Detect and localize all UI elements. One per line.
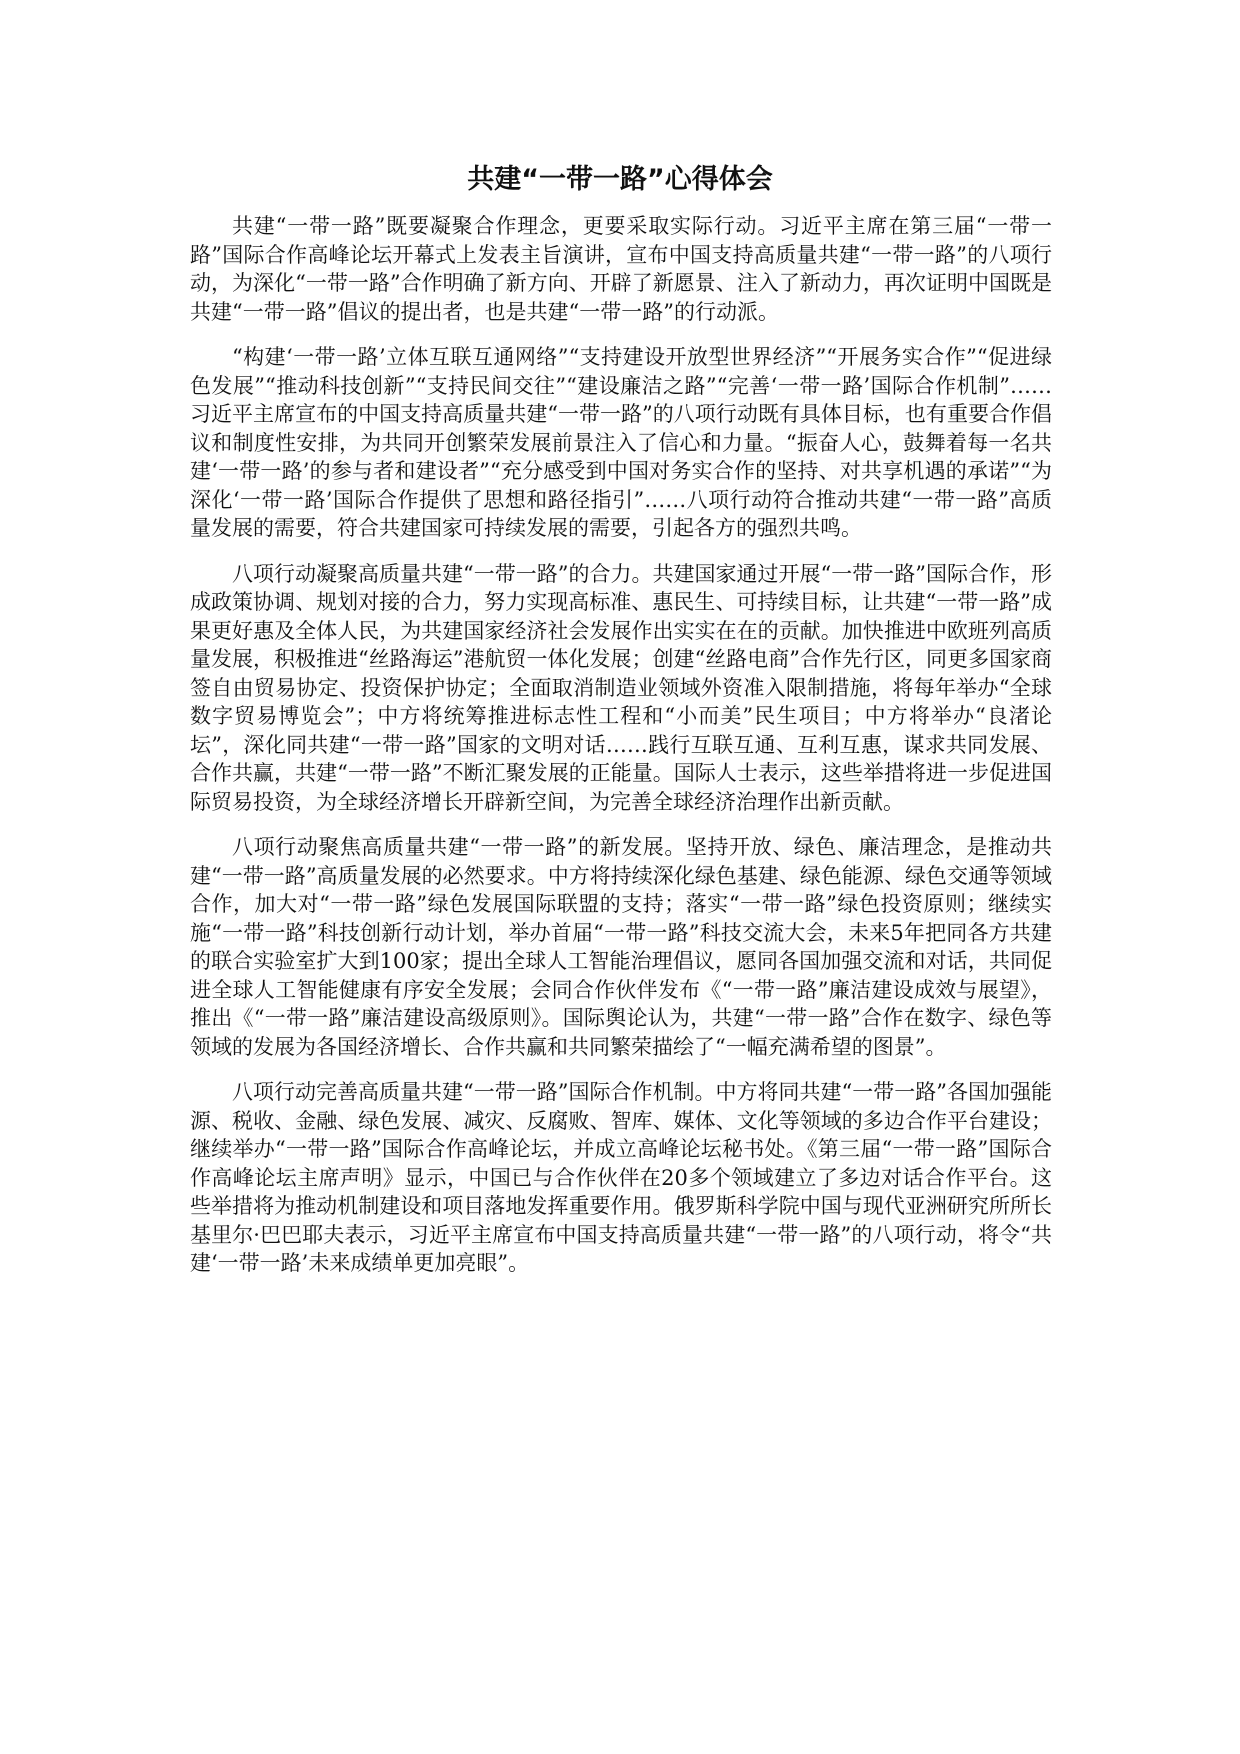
paragraph-1: 共建“一带一路”既要凝聚合作理念，更要采取实际行动。习近平主席在第三届“一带一路”国际合作高峰论坛开幕式上发表主旨演讲，宣布中国支持高质量共建“一带一路”的八项行动，为深化“一带一路”合作明确了新方向、开辟了新愿景、注入了新动力，再次证明中国既是共建“一带一路”倡议的提出者，也是共建“一带一路”的行动派。 bbox=[190, 214, 1052, 324]
paragraph-4: 八项行动聚焦高质量共建“一带一路”的新发展。坚持开放、绿色、廉洁理念，是推动共建“一带一路”高质量发展的必然要求。中方将持续深化绿色基建、绿色能源、绿色交通等领域合作，加大对“一带一路”绿色发展国际联盟的支持；落实“一带一路”绿色投资原则；继续实施“一带一路”科技创新行动计划，举办首届“一带一路”科技交流大会，未来5年把同各方共建的联合实验室扩大到100家；提出全球人工智能治理倡议，愿同各国加强交流和对话，共同促进全球人工智能健康有序安全发展；会同合作伙伴发布《“一带一路”廉洁建设成效与展望》，推出《“一带一路”廉洁建设高级原则》。国际舆论认为，共建“一带一路”合作在数字、绿色等领域的发展为各国经济增长、合作共赢和共同繁荣描绘了“一幅充满希望的图景”。 bbox=[190, 835, 1052, 1059]
paragraph-3: 八项行动凝聚高质量共建“一带一路”的合力。共建国家通过开展“一带一路”国际合作，形成政策协调、规划对接的合力，努力实现高标准、惠民生、可持续目标，让共建“一带一路”成果更好惠及全体人民，为共建国家经济社会发展作出实实在在的贡献。加快推进中欧班列高质量发展，积极推进“丝路海运”港航贸一体化发展；创建“丝路电商”合作先行区，同更多国家商签自由贸易协定、投资保护协定；全面取消制造业领域外资准入限制措施，将每年举办“全球数字贸易博览会”；中方将统筹推进标志性工程和“小而美”民生项目；中方将举办“良渚论坛”，深化同共建“一带一路”国家的文明对话……践行互联互通、互利互惠，谋求共同发展、合作共赢，共建“一带一路”不断汇聚发展的正能量。国际人士表示，这些举措将进一步促进国际贸易投资，为全球经济增长开辟新空间，为完善全球经济治理作出新贡献。 bbox=[190, 561, 1052, 814]
paragraph-5: 八项行动完善高质量共建“一带一路”国际合作机制。中方将同共建“一带一路”各国加强能源、税收、金融、绿色发展、减灾、反腐败、智库、媒体、文化等领域的多边合作平台建设；继续举办“一带一路”国际合作高峰论坛，并成立高峰论坛秘书处。《第三届“一带一路”国际合作高峰论坛主席声明》显示，中国已与合作伙伴在20多个领域建立了多边对话合作平台。这些举措将为推动机制建设和项目落地发挥重要作用。俄罗斯科学院中国与现代亚洲研究所所长基里尔·巴巴耶夫表示，习近平主席宣布中国支持高质量共建“一带一路”的八项行动，将令“共建‘一带一路’未来成绩单更加亮眼”。 bbox=[190, 1080, 1052, 1275]
document-title: 共建“一带一路”心得体会 bbox=[467, 164, 773, 195]
paragraph-2: “构建‘一带一路’立体互联互通网络”“支持建设开放型世界经济”“开展务实合作”“促进绿色发展”“推动科技创新”“支持民间交往”“建设廉洁之路”“完善‘一带一路’国际合作机制”……习近平主席宣布的中国支持高质量共建“一带一路”的八项行动既有具体目标，也有重要合作倡议和制度性安排，为共同开创繁荣发展前景注入了信心和力量。“振奋人心，鼓舞着每一名共建‘一带一路’的参与者和建设者”“充分感受到中国对务实合作的坚持、对共享机遇的承诺”“为深化‘一带一路’国际合作提供了思想和路径指引”……八项行动符合推动共建“一带一路”高质量发展的需要，符合共建国家可持续发展的需要，引起各方的强烈共鸣。 bbox=[190, 345, 1052, 540]
document-body bbox=[190, 212, 1052, 1295]
